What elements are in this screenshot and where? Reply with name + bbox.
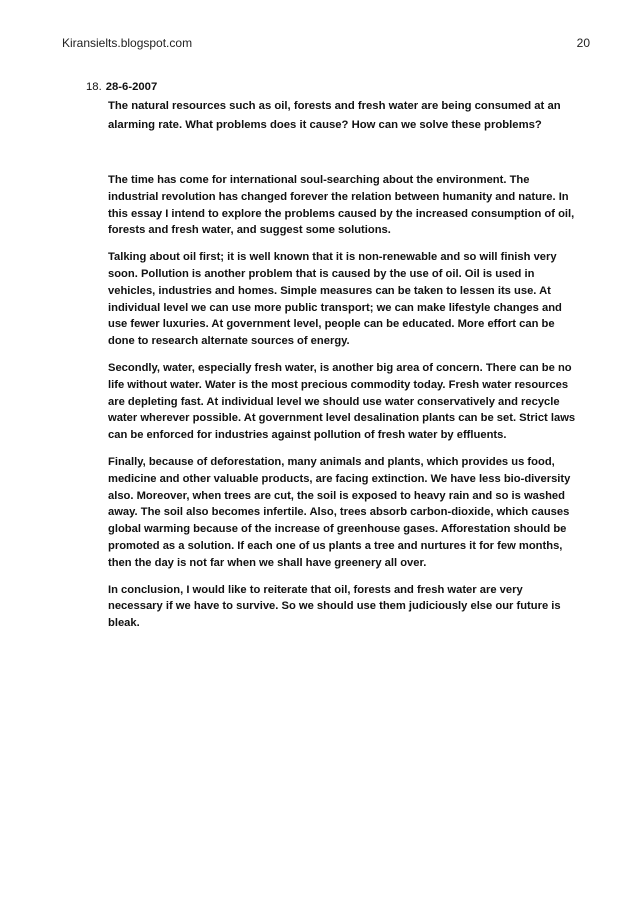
question-block [86,78,576,135]
question-date: 28-6-2007 [105,81,158,93]
page-number: 20 [576,36,590,50]
question-number: 18. [86,81,102,93]
essay-paragraph-forests: Finally, because of deforestation, many animals and plants, which provides us food, medicine and other valuable products, are facing extinction. We have less bio-diversity also. Moreover, when trees are cut, the soil is exposed to heavy rain and so is washed away. The soil also becomes infertile. Also, trees absorb carbon-dioxide, which causes global warming because of the increase of greenhouse gases. Afforestation should be promoted as a solution. If each one of us plants a tree and nurtures it for few months, then the day is not far when we shall have greenery all over. [108,455,571,569]
essay-paragraph-intro: The time has come for international soul-searching about the environment. The industrial revolution has changed forever the relation between humanity and nature. In this essay I intend to explore the problems caused by the increased consumption of oil, forests and fresh water, and suggest some solutions. [108,174,575,237]
question-prompt: The natural resources such as oil, forests and fresh water are being consumed at an alarming rate. What problems does it cause? How can we solve these problems? [108,100,561,131]
essay-paragraph-conclusion: In conclusion, I would like to reiterate that oil, forests and fresh water are very necessary if we have to survive. So we should use them judiciously else our future is bleak. [108,583,561,630]
header-site-name: Kiransielts.blogspot.com [62,36,193,50]
essay-body [108,172,578,642]
essay-paragraph-water: Secondly, water, especially fresh water, is another big area of concern. There can be no life without water. Water is the most precious commodity today. Fresh water resources are depleting fast. At individual level we should use water conservatively and recycle water wherever possible. At government level desalination plants can be set. Strict laws can be enforced for industries against pollution of fresh water by effluents. [108,361,576,442]
question-heading [86,78,576,97]
essay-paragraph-oil: Talking about oil first; it is well known that it is non-renewable and so will finish very soon. Pollution is another problem that is caused by the use of oil. Oil is used in vehicles, industries and homes. Simple measures can be taken to lessen its use. At individual level we can use more public transport; we can make lifestyle changes and use fewer luxuries. At government level, people can be educated. More effort can be done to research alternate sources of energy. [108,251,562,348]
